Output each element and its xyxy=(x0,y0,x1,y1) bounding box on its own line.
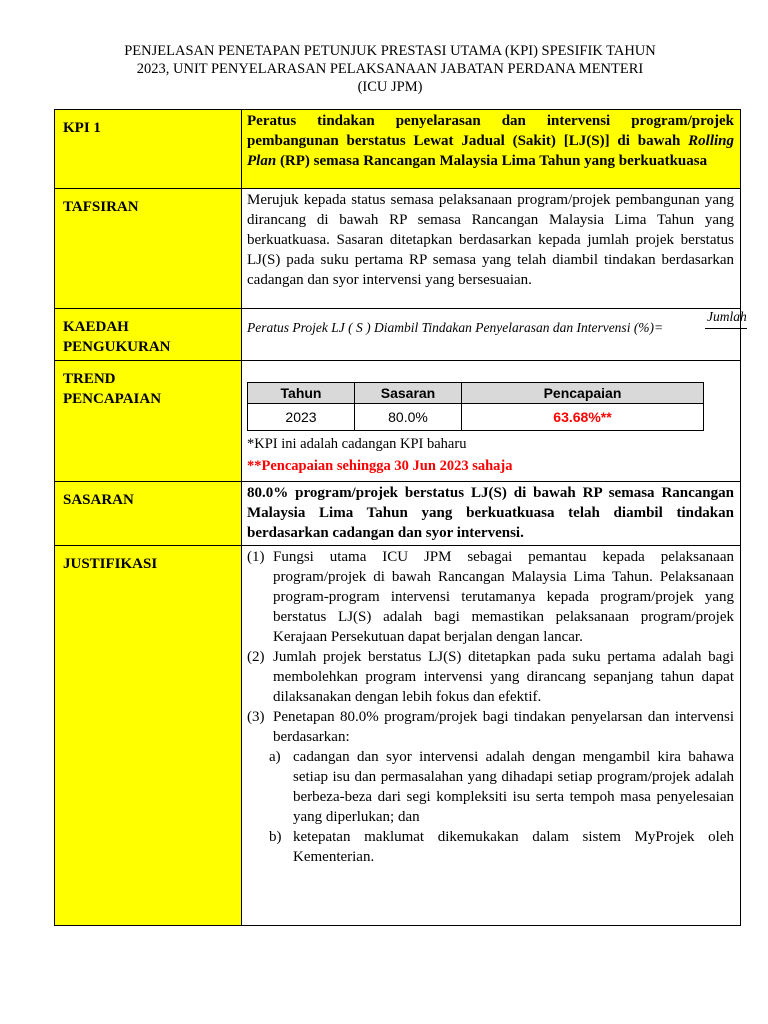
trend-table xyxy=(247,382,704,431)
trend-label xyxy=(55,361,242,482)
subitem-letter: b) xyxy=(269,829,282,845)
kaedah-label-2: PENGUKURAN xyxy=(63,339,171,355)
justifikasi-subitem xyxy=(269,747,734,827)
item-number: (2) xyxy=(247,649,265,665)
trend-header-tahun: Tahun xyxy=(248,383,355,404)
trend-note-1: *KPI ini adalah cadangan KPI baharu xyxy=(247,436,467,452)
item-number: (1) xyxy=(247,549,265,565)
trend-sasaran: 80.0% xyxy=(355,404,462,431)
trend-row xyxy=(55,361,741,482)
item-number: (3) xyxy=(247,709,265,725)
title-line-1: PENJELASAN PENETAPAN PETUNJUK PRESTASI UTAMA (KPI) SPESIFIK TAHUN xyxy=(124,43,656,59)
subitem-text: cadangan dan syor intervensi adalah dengan mengambil kira bahawa setiap isu dan permasalahan yang dihadapi setiap program/projek adalah berbeza-beza dari segi kompleksiti isu serta tempoh masa penyelesaian yang diperlukan; dan xyxy=(293,749,734,825)
kaedah-row xyxy=(55,309,741,361)
trend-note-2: **Pencapaian sehingga 30 Jun 2023 sahaja xyxy=(247,458,513,474)
sasaran-row xyxy=(55,482,741,546)
trend-tahun: 2023 xyxy=(248,404,355,431)
kaedah-label xyxy=(55,309,242,361)
kaedah-formula xyxy=(247,309,747,350)
trend-header-pencapaian: Pencapaian xyxy=(462,383,704,404)
document-title xyxy=(60,42,720,96)
item-text: Penetapan 80.0% program/projek bagi tindakan penyelarsan dan intervensi berdasarkan: xyxy=(273,709,734,745)
kpi-text-italic: Rolling Plan xyxy=(247,133,734,169)
trend-label-1: TREND xyxy=(63,371,116,387)
title-line-2: 2023, UNIT PENYELARASAN PELAKSANAAN JABATAN PERDANA MENTERI xyxy=(136,61,644,77)
justifikasi-item xyxy=(247,707,734,747)
trend-data-row xyxy=(248,404,704,431)
kpi-text-b: (RP) semasa Rancangan Malaysia Lima Tahun yang berkuatkuasa xyxy=(276,153,708,169)
trend-pencapaian: 63.68%** xyxy=(462,404,704,431)
tafsiran-row xyxy=(55,189,741,309)
kpi-label: KPI 1 xyxy=(55,110,242,189)
trend-cell xyxy=(242,361,741,482)
trend-wrap xyxy=(247,362,734,431)
tafsiran-label: TAFSIRAN xyxy=(55,189,242,309)
justifikasi-label: JUSTIFIKASI xyxy=(55,546,242,926)
justifikasi-content xyxy=(242,546,741,926)
justifikasi-subitem xyxy=(269,827,734,867)
formula-lhs: Peratus Projek LJ ( S ) Diambil Tindakan Penyelarasan dan Intervensi (%)= xyxy=(247,320,664,335)
sasaran-label: SASARAN xyxy=(55,482,242,546)
kpi-table xyxy=(54,109,747,926)
trend-header-row xyxy=(248,383,704,404)
item-text: Fungsi utama ICU JPM sebagai pemantau kepada pelaksanaan program/projek di bawah Rancangan Malaysia Lima Tahun. Pelaksanaan program-program intervensi terutamanya kepada program/projek yang berstatus LJ(S) adalah bagi memastikan pelaksanaan program/projek Kerajaan Persekutuan dapat berjalan dengan lancar. xyxy=(273,549,734,645)
subitem-letter: a) xyxy=(269,749,281,765)
kpi-text-a: Peratus tindakan penyelarasan dan intervensi program/projek pembangunan berstatus Lewat Jadual (Sakit) [LJ(S)] di bawah xyxy=(247,113,734,149)
trend-label-2: PENCAPAIAN xyxy=(63,391,162,407)
kaedah-formula-cell xyxy=(242,309,747,361)
subitem-text: ketepatan maklumat dikemukakan dalam sistem MyProjek oleh Kementerian. xyxy=(293,829,734,865)
item-text: Jumlah projek berstatus LJ(S) ditetapkan pada suku pertama adalah bagi membolehkan program intervensi yang dirancang sepanjang tahun dapat dilaksanakan dengan lebih fokus dan efektif. xyxy=(273,649,734,705)
sasaran-text: 80.0% program/projek berstatus LJ(S) di bawah RP semasa Rancangan Malaysia Lima Tahun yang berkuatkuasa telah diambil tindakan berdasarkan cadangan dan syor intervensi. xyxy=(242,482,741,546)
tafsiran-text: Merujuk kepada status semasa pelaksanaan program/projek pembangunan yang dirancang di bawah RP semasa Rancangan Malaysia Lima Tahun yang berkuatkuasa. Sasaran ditetapkan berdasarkan kepada jumlah projek berstatus LJ(S) pada suku pertama RP semasa yang telah diambil tindakan berdasarkan cadangan dan syor intervensi yang bersesuaian. xyxy=(242,189,741,309)
kpi-description xyxy=(242,110,741,189)
justifikasi-item xyxy=(247,547,734,647)
justifikasi-row xyxy=(55,546,741,926)
justifikasi-item xyxy=(247,647,734,707)
trend-header-sasaran: Sasaran xyxy=(355,383,462,404)
formula-numerator: Jumlah xyxy=(705,307,747,329)
kpi-row xyxy=(55,110,741,189)
kaedah-label-1: KAEDAH xyxy=(63,319,129,335)
title-line-3: (ICU JPM) xyxy=(357,79,423,95)
